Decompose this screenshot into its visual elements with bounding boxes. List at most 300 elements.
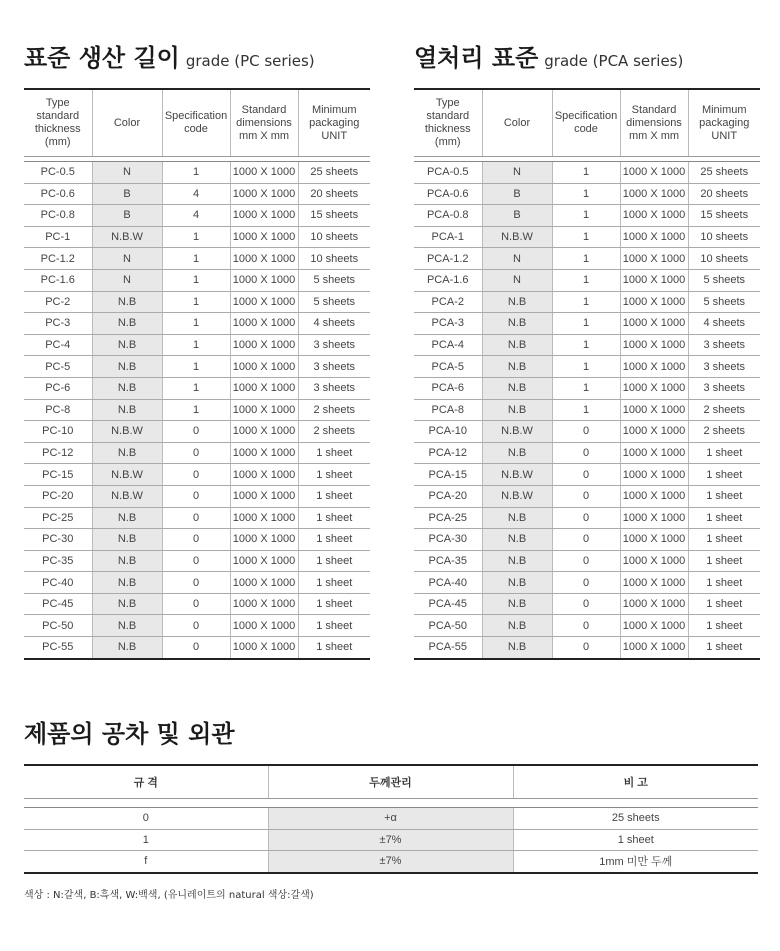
- dimensions-cell: 1000 X 1000: [230, 356, 298, 378]
- thickness-cell: PC-1.6: [24, 269, 92, 291]
- thickness-cell: PCA-0.6: [414, 183, 482, 205]
- table-row: [24, 851, 758, 873]
- dimensions-cell: 1000 X 1000: [620, 529, 688, 551]
- table-row: [24, 356, 370, 378]
- packaging-cell: 1 sheet: [298, 615, 370, 637]
- tolerance-header-row: [24, 765, 758, 799]
- spec-code-cell: 1: [162, 162, 230, 184]
- color-cell: N.B.W: [92, 421, 162, 443]
- packaging-cell: 20 sheets: [298, 183, 370, 205]
- dimensions-cell: 1000 X 1000: [230, 162, 298, 184]
- spec-code-cell: 0: [552, 593, 620, 615]
- packaging-cell: 1 sheet: [298, 464, 370, 486]
- table-row: [414, 399, 760, 421]
- color-cell: N.B: [482, 615, 552, 637]
- color-cell: N.B: [92, 313, 162, 335]
- tolerance-header-remarks: 비 고: [513, 765, 758, 799]
- packaging-cell: 10 sheets: [688, 226, 760, 248]
- color-cell: N.B.W: [92, 485, 162, 507]
- dimensions-cell: 1000 X 1000: [620, 572, 688, 594]
- spec-code-cell: 1: [162, 291, 230, 313]
- spec-code-cell: 1: [162, 356, 230, 378]
- color-cell: N.B: [92, 399, 162, 421]
- table-row: [24, 248, 370, 270]
- dimensions-cell: 1000 X 1000: [230, 205, 298, 227]
- pca-title-text: 열처리 표준: [414, 44, 539, 72]
- color-cell: N: [92, 248, 162, 270]
- color-cell: B: [92, 205, 162, 227]
- packaging-cell: 1 sheet: [298, 507, 370, 529]
- table-row: [24, 593, 370, 615]
- color-cell: N.B: [482, 593, 552, 615]
- thickness-cell: PCA-2: [414, 291, 482, 313]
- thickness-cell: PC-25: [24, 507, 92, 529]
- dimensions-cell: 1000 X 1000: [620, 442, 688, 464]
- remarks-cell: 1 sheet: [513, 829, 758, 851]
- packaging-cell: 1 sheet: [298, 485, 370, 507]
- spec-code-cell: 1: [162, 334, 230, 356]
- spec-code-cell: 0: [552, 637, 620, 659]
- dimensions-cell: 1000 X 1000: [230, 399, 298, 421]
- table-row: [24, 334, 370, 356]
- dimensions-cell: 1000 X 1000: [230, 637, 298, 659]
- thickness-cell: PCA-3: [414, 313, 482, 335]
- table-row: [414, 572, 760, 594]
- color-cell: N.B.W: [482, 226, 552, 248]
- color-cell: N.B: [92, 637, 162, 659]
- pc-title-text: 표준 생산 길이: [24, 44, 180, 72]
- color-cell: N.B: [482, 313, 552, 335]
- tolerance-gap-cell: [24, 799, 758, 808]
- color-cell: N.B: [92, 529, 162, 551]
- spec-code-cell: 1: [552, 205, 620, 227]
- pca-header-packaging: Minimum packaging UNIT: [688, 89, 760, 157]
- table-row: [414, 377, 760, 399]
- dimensions-cell: 1000 X 1000: [620, 507, 688, 529]
- dimensions-cell: 1000 X 1000: [620, 162, 688, 184]
- table-row: [24, 485, 370, 507]
- color-cell: N.B.W: [482, 464, 552, 486]
- spec-code-cell: 0: [162, 507, 230, 529]
- table-row: [414, 507, 760, 529]
- spec-code-cell: 1: [552, 248, 620, 270]
- packaging-cell: 1 sheet: [298, 572, 370, 594]
- dimensions-cell: 1000 X 1000: [230, 377, 298, 399]
- table-row: [414, 162, 760, 184]
- thickness-cell: PCA-10: [414, 421, 482, 443]
- pc-header-dimensions: Standard dimensions mm X mm: [230, 89, 298, 157]
- spec-code-cell: 1: [552, 183, 620, 205]
- spec-code-cell: 0: [162, 615, 230, 637]
- thickness-cell: PC-4: [24, 334, 92, 356]
- packaging-cell: 1 sheet: [298, 637, 370, 659]
- dimensions-cell: 1000 X 1000: [620, 269, 688, 291]
- spec-code-cell: 1: [552, 377, 620, 399]
- table-row: [24, 291, 370, 313]
- packaging-cell: 1 sheet: [688, 464, 760, 486]
- dimensions-cell: 1000 X 1000: [230, 226, 298, 248]
- packaging-cell: 10 sheets: [298, 226, 370, 248]
- table-row: [24, 226, 370, 248]
- pc-header-spec-code: Specification code: [162, 89, 230, 157]
- table-row: [414, 442, 760, 464]
- color-cell: N: [92, 162, 162, 184]
- dimensions-cell: 1000 X 1000: [620, 464, 688, 486]
- thickness-control-cell: ±7%: [268, 851, 513, 873]
- thickness-cell: PC-5: [24, 356, 92, 378]
- packaging-cell: 3 sheets: [688, 377, 760, 399]
- spec-code-cell: 1: [162, 226, 230, 248]
- packaging-cell: 20 sheets: [688, 183, 760, 205]
- color-cell: N: [482, 162, 552, 184]
- pc-header-color: Color: [92, 89, 162, 157]
- packaging-cell: 1 sheet: [688, 593, 760, 615]
- thickness-cell: PC-0.8: [24, 205, 92, 227]
- spec-code-cell: 0: [552, 550, 620, 572]
- spec-code-cell: 1: [552, 291, 620, 313]
- thickness-cell: PCA-15: [414, 464, 482, 486]
- table-row: [414, 593, 760, 615]
- thickness-cell: PC-15: [24, 464, 92, 486]
- packaging-cell: 1 sheet: [688, 637, 760, 659]
- remarks-cell: 1mm 미만 두께: [513, 851, 758, 873]
- color-cell: N.B: [92, 334, 162, 356]
- tolerance-section-title: 제품의 공차 및 외관: [24, 720, 235, 748]
- packaging-cell: 1 sheet: [688, 615, 760, 637]
- table-row: [414, 485, 760, 507]
- thickness-cell: PCA-4: [414, 334, 482, 356]
- pc-spec-table: [24, 88, 370, 660]
- pca-spec-table: [414, 88, 760, 660]
- spec-code-cell: 1: [552, 162, 620, 184]
- pc-header-packaging: Minimum packaging UNIT: [298, 89, 370, 157]
- table-row: [24, 399, 370, 421]
- packaging-cell: 1 sheet: [298, 529, 370, 551]
- table-row: [24, 162, 370, 184]
- dimensions-cell: 1000 X 1000: [620, 313, 688, 335]
- packaging-cell: 10 sheets: [688, 248, 760, 270]
- table-row: [24, 637, 370, 659]
- thickness-cell: PC-35: [24, 550, 92, 572]
- dimensions-cell: 1000 X 1000: [620, 183, 688, 205]
- color-cell: N.B: [482, 377, 552, 399]
- dimensions-cell: 1000 X 1000: [230, 507, 298, 529]
- spec-code-cell: 0: [552, 529, 620, 551]
- table-row: [414, 226, 760, 248]
- color-cell: N.B: [92, 615, 162, 637]
- packaging-cell: 3 sheets: [688, 356, 760, 378]
- spec-cell: 1: [24, 829, 268, 851]
- thickness-cell: PCA-12: [414, 442, 482, 464]
- thickness-cell: PC-50: [24, 615, 92, 637]
- table-row: [414, 205, 760, 227]
- thickness-cell: PCA-20: [414, 485, 482, 507]
- dimensions-cell: 1000 X 1000: [620, 550, 688, 572]
- thickness-cell: PCA-35: [414, 550, 482, 572]
- thickness-cell: PCA-50: [414, 615, 482, 637]
- spec-code-cell: 1: [162, 313, 230, 335]
- table-row: [414, 356, 760, 378]
- thickness-cell: PC-6: [24, 377, 92, 399]
- packaging-cell: 1 sheet: [688, 550, 760, 572]
- spec-code-cell: 0: [162, 464, 230, 486]
- tolerance-header-gap: [24, 799, 758, 808]
- color-cell: N.B: [92, 291, 162, 313]
- spec-cell: 0: [24, 808, 268, 830]
- color-cell: N.B.W: [482, 485, 552, 507]
- table-row: [414, 248, 760, 270]
- dimensions-cell: 1000 X 1000: [230, 313, 298, 335]
- tolerance-header-spec: 규 격: [24, 765, 268, 799]
- spec-code-cell: 0: [552, 572, 620, 594]
- table-row: [414, 269, 760, 291]
- table-row: [24, 550, 370, 572]
- packaging-cell: 1 sheet: [298, 442, 370, 464]
- packaging-cell: 10 sheets: [298, 248, 370, 270]
- dimensions-cell: 1000 X 1000: [230, 291, 298, 313]
- dimensions-cell: 1000 X 1000: [620, 377, 688, 399]
- spec-code-cell: 0: [162, 572, 230, 594]
- thickness-cell: PCA-30: [414, 529, 482, 551]
- color-cell: B: [482, 183, 552, 205]
- table-row: [24, 442, 370, 464]
- dimensions-cell: 1000 X 1000: [230, 615, 298, 637]
- table-row: [24, 421, 370, 443]
- color-legend-note: 색상 : N:갈색, B:흑색, W:백색, (유니레이트의 natural 색상:갈색): [24, 890, 314, 901]
- packaging-cell: 3 sheets: [298, 356, 370, 378]
- dimensions-cell: 1000 X 1000: [230, 334, 298, 356]
- color-cell: N.B: [482, 637, 552, 659]
- color-cell: N.B: [92, 507, 162, 529]
- table-row: [24, 269, 370, 291]
- pca-section-title: [414, 38, 683, 73]
- spec-code-cell: 0: [162, 593, 230, 615]
- spec-code-cell: 1: [552, 226, 620, 248]
- dimensions-cell: 1000 X 1000: [620, 356, 688, 378]
- spec-code-cell: 0: [162, 529, 230, 551]
- pc-section-title: [24, 38, 315, 73]
- thickness-cell: PCA-0.5: [414, 162, 482, 184]
- spec-code-cell: 0: [162, 442, 230, 464]
- color-cell: N: [482, 248, 552, 270]
- thickness-control-cell: +α: [268, 808, 513, 830]
- dimensions-cell: 1000 X 1000: [230, 572, 298, 594]
- dimensions-cell: 1000 X 1000: [620, 637, 688, 659]
- packaging-cell: 1 sheet: [688, 572, 760, 594]
- table-row: [414, 291, 760, 313]
- spec-code-cell: 1: [162, 399, 230, 421]
- dimensions-cell: 1000 X 1000: [620, 226, 688, 248]
- dimensions-cell: 1000 X 1000: [620, 291, 688, 313]
- color-cell: N.B: [92, 442, 162, 464]
- color-cell: B: [92, 183, 162, 205]
- color-cell: N.B: [482, 442, 552, 464]
- thickness-cell: PC-40: [24, 572, 92, 594]
- spec-code-cell: 1: [552, 269, 620, 291]
- spec-code-cell: 0: [162, 550, 230, 572]
- color-cell: N.B.W: [92, 226, 162, 248]
- thickness-cell: PC-1: [24, 226, 92, 248]
- table-row: [24, 572, 370, 594]
- thickness-cell: PC-12: [24, 442, 92, 464]
- dimensions-cell: 1000 X 1000: [620, 421, 688, 443]
- spec-code-cell: 1: [552, 313, 620, 335]
- thickness-cell: PCA-40: [414, 572, 482, 594]
- tolerance-header-thickness-control: 두께관리: [268, 765, 513, 799]
- packaging-cell: 1 sheet: [688, 507, 760, 529]
- remarks-cell: 25 sheets: [513, 808, 758, 830]
- packaging-cell: 2 sheets: [688, 399, 760, 421]
- packaging-cell: 1 sheet: [688, 529, 760, 551]
- pc-header-thickness: Type standard thickness (mm): [24, 89, 92, 157]
- packaging-cell: 25 sheets: [688, 162, 760, 184]
- thickness-control-cell: ±7%: [268, 829, 513, 851]
- dimensions-cell: 1000 X 1000: [230, 529, 298, 551]
- pca-header-dimensions: Standard dimensions mm X mm: [620, 89, 688, 157]
- table-row: [24, 313, 370, 335]
- dimensions-cell: 1000 X 1000: [620, 615, 688, 637]
- table-row: [24, 507, 370, 529]
- color-cell: B: [482, 205, 552, 227]
- dimensions-cell: 1000 X 1000: [230, 550, 298, 572]
- dimensions-cell: 1000 X 1000: [230, 593, 298, 615]
- thickness-cell: PC-2: [24, 291, 92, 313]
- packaging-cell: 4 sheets: [298, 313, 370, 335]
- thickness-cell: PCA-5: [414, 356, 482, 378]
- tolerance-table: [24, 764, 758, 874]
- thickness-cell: PC-10: [24, 421, 92, 443]
- dimensions-cell: 1000 X 1000: [620, 248, 688, 270]
- table-row: [24, 615, 370, 637]
- table-row: [414, 615, 760, 637]
- spec-code-cell: 0: [162, 637, 230, 659]
- thickness-cell: PC-0.5: [24, 162, 92, 184]
- dimensions-cell: 1000 X 1000: [230, 421, 298, 443]
- spec-code-cell: 0: [552, 442, 620, 464]
- thickness-cell: PC-20: [24, 485, 92, 507]
- spec-code-cell: 0: [162, 485, 230, 507]
- spec-code-cell: 1: [552, 399, 620, 421]
- spec-code-cell: 0: [552, 421, 620, 443]
- packaging-cell: 25 sheets: [298, 162, 370, 184]
- dimensions-cell: 1000 X 1000: [230, 183, 298, 205]
- spec-code-cell: 1: [552, 334, 620, 356]
- packaging-cell: 1 sheet: [688, 442, 760, 464]
- table-row: [414, 183, 760, 205]
- table-row: [414, 550, 760, 572]
- thickness-cell: PCA-1.6: [414, 269, 482, 291]
- thickness-cell: PCA-1: [414, 226, 482, 248]
- color-cell: N.B: [482, 356, 552, 378]
- dimensions-cell: 1000 X 1000: [230, 269, 298, 291]
- table-row: [24, 529, 370, 551]
- packaging-cell: 4 sheets: [688, 313, 760, 335]
- thickness-cell: PC-3: [24, 313, 92, 335]
- color-cell: N.B: [482, 529, 552, 551]
- table-row: [24, 829, 758, 851]
- color-cell: N.B: [482, 507, 552, 529]
- dimensions-cell: 1000 X 1000: [620, 334, 688, 356]
- packaging-cell: 2 sheets: [298, 421, 370, 443]
- color-cell: N.B: [92, 593, 162, 615]
- spec-cell: f: [24, 851, 268, 873]
- dimensions-cell: 1000 X 1000: [230, 248, 298, 270]
- table-row: [24, 183, 370, 205]
- packaging-cell: 5 sheets: [298, 269, 370, 291]
- thickness-cell: PC-55: [24, 637, 92, 659]
- packaging-cell: 2 sheets: [688, 421, 760, 443]
- thickness-cell: PCA-1.2: [414, 248, 482, 270]
- table-row: [414, 313, 760, 335]
- thickness-cell: PCA-0.8: [414, 205, 482, 227]
- dimensions-cell: 1000 X 1000: [620, 485, 688, 507]
- thickness-cell: PC-30: [24, 529, 92, 551]
- color-cell: N.B: [92, 356, 162, 378]
- color-cell: N.B.W: [92, 464, 162, 486]
- pca-header-thickness: Type standard thickness (mm): [414, 89, 482, 157]
- thickness-cell: PCA-45: [414, 593, 482, 615]
- thickness-cell: PC-8: [24, 399, 92, 421]
- table-row: [24, 205, 370, 227]
- packaging-cell: 1 sheet: [298, 593, 370, 615]
- color-cell: N: [482, 269, 552, 291]
- spec-code-cell: 1: [162, 269, 230, 291]
- color-cell: N.B: [92, 377, 162, 399]
- thickness-cell: PCA-55: [414, 637, 482, 659]
- color-cell: N: [92, 269, 162, 291]
- color-cell: N.B: [482, 291, 552, 313]
- packaging-cell: 3 sheets: [298, 334, 370, 356]
- pc-subtitle: grade (PC series): [185, 52, 315, 70]
- dimensions-cell: 1000 X 1000: [230, 485, 298, 507]
- color-cell: N.B: [482, 399, 552, 421]
- packaging-cell: 1 sheet: [298, 550, 370, 572]
- packaging-cell: 15 sheets: [298, 205, 370, 227]
- thickness-cell: PCA-25: [414, 507, 482, 529]
- table-row: [24, 808, 758, 830]
- spec-code-cell: 4: [162, 183, 230, 205]
- packaging-cell: 3 sheets: [298, 377, 370, 399]
- thickness-cell: PCA-6: [414, 377, 482, 399]
- packaging-cell: 2 sheets: [298, 399, 370, 421]
- table-row: [414, 464, 760, 486]
- thickness-cell: PC-0.6: [24, 183, 92, 205]
- pca-header-color: Color: [482, 89, 552, 157]
- color-cell: N.B: [482, 334, 552, 356]
- table-row: [24, 377, 370, 399]
- dimensions-cell: 1000 X 1000: [230, 442, 298, 464]
- thickness-cell: PC-1.2: [24, 248, 92, 270]
- thickness-cell: PC-45: [24, 593, 92, 615]
- packaging-cell: 1 sheet: [688, 485, 760, 507]
- pca-subtitle: grade (PCA series): [544, 52, 684, 70]
- packaging-cell: 15 sheets: [688, 205, 760, 227]
- dimensions-cell: 1000 X 1000: [620, 399, 688, 421]
- dimensions-cell: 1000 X 1000: [620, 593, 688, 615]
- spec-code-cell: 0: [552, 485, 620, 507]
- color-cell: N.B: [482, 550, 552, 572]
- spec-code-cell: 0: [552, 615, 620, 637]
- spec-code-cell: 0: [552, 507, 620, 529]
- dimensions-cell: 1000 X 1000: [620, 205, 688, 227]
- packaging-cell: 5 sheets: [688, 269, 760, 291]
- thickness-cell: PCA-8: [414, 399, 482, 421]
- color-cell: N.B.W: [482, 421, 552, 443]
- spec-code-cell: 1: [552, 356, 620, 378]
- pc-header-row: [24, 89, 370, 157]
- pca-header-row: [414, 89, 760, 157]
- table-row: [414, 334, 760, 356]
